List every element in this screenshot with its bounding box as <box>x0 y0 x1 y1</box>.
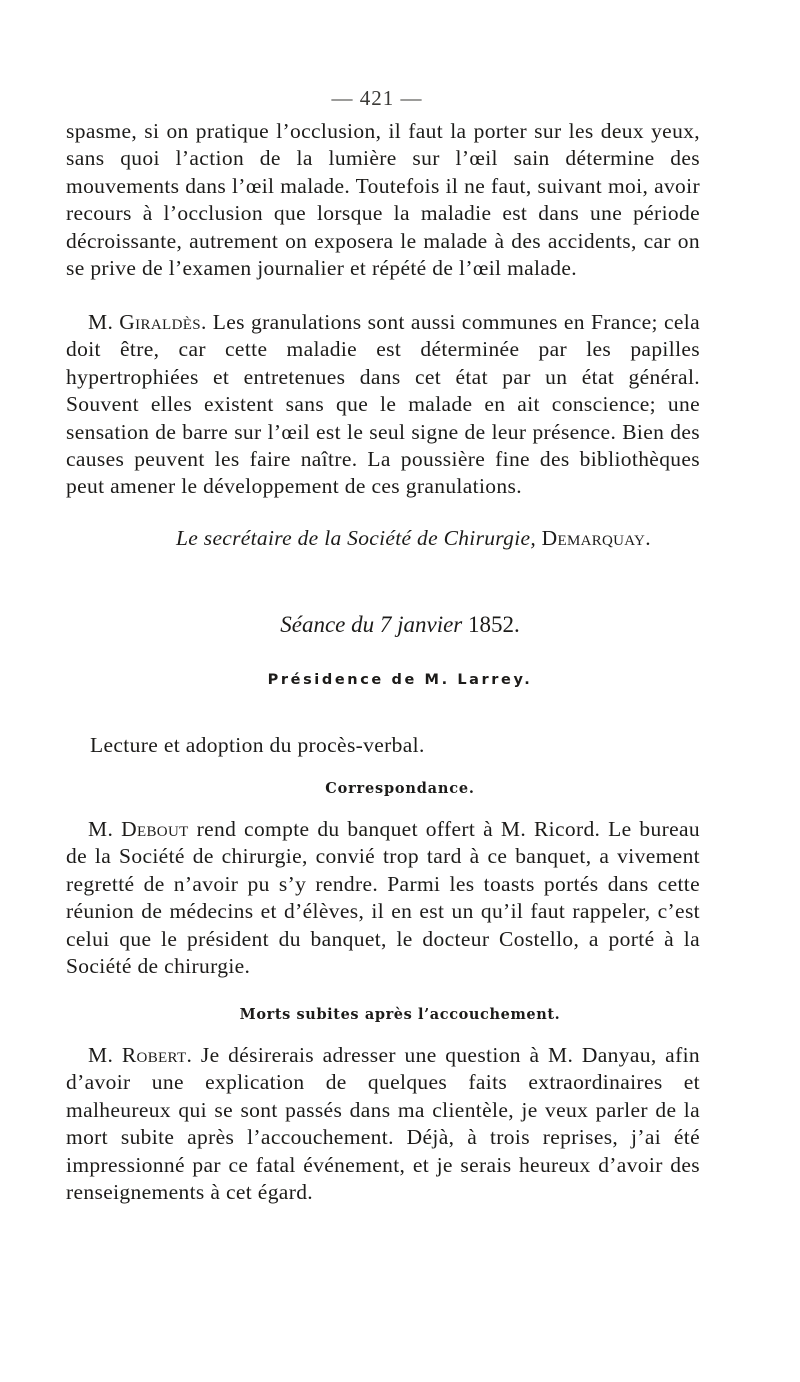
paragraph-debout <box>66 816 700 980</box>
secretary-signature <box>176 526 716 551</box>
seance-title <box>0 612 800 638</box>
morts-subites-heading: Morts subites après l’accouchement. <box>239 1006 561 1023</box>
signature-role: Le secrétaire de la Société de Chirurgie, <box>176 526 536 550</box>
paragraph-debout-text: rend compte du banquet offert à M. Ricord. Le bureau de la Société de chirurgie, convié trop tard à ce banquet, a vivement regretté de n’avoir pu s’y rendre. Parmi les toasts portés dans cette réunion de médecins et d’élèves, il en est un qu’il faut rappeler, c’est celui que le président du banquet, le docteur Costello, a porté à la Société de chirurgie. <box>66 817 701 979</box>
paragraph-robert-text: Je désirerais adresser une question à M. Danyau, afin d’avoir une explication de quelques faits extraordinaires et malheureux qui se sont passés dans ma clientèle, je veux parler de la mort subite après l’accouchement. Déjà, à trois reprises, j’ai été impressionné par ce fatal événement, et je serais heureux d’avoir des renseignements à cet égard. <box>66 1043 700 1205</box>
paragraph-giraldes-text: Les granulations sont aussi communes en France; cela doit être, car cette maladie est déterminée par les papilles hypertrophiées et entretenues dans cet état par un état général. Souvent elles existent sans que le malade en ait conscience; une sensation de barre sur l’œil est le seul signe de leur présence. Bien des causes peuvent les faire naître. La poussière fine des bibliothèques peut amener le développement de ces granulations. <box>66 310 700 499</box>
speaker-debout: M. Debout <box>88 817 189 841</box>
paragraph-giraldes <box>66 309 700 501</box>
presidence-heading: Présidence de M. Larrey. <box>267 672 533 688</box>
speaker-robert: M. Robert. <box>88 1043 193 1067</box>
lecture-line: Lecture et adoption du procès-verbal. <box>90 733 425 757</box>
page-number: — 421 — <box>331 86 423 110</box>
seance-year: 1852. <box>462 612 520 637</box>
signature-name: Demarquay. <box>536 526 651 550</box>
correspondance-heading: Correspondance. <box>325 780 475 797</box>
seance-label: Séance du 7 janvier <box>280 612 463 637</box>
paragraph-occlusion: spasme, si on pratique l’occlusion, il faut la porter sur les deux yeux, sans quoi l’action de la lumière sur l’œil sain détermine des mouvements dans l’œil malade. Toutefois il ne faut, suivant moi, avoir recours à l’occlusion que lorsque la maladie est dans une période décroissante, autrement on exposera le malade à des accidents, car on se prive de l’examen journalier et répété de l’œil malade. <box>66 119 700 281</box>
paragraph-robert <box>66 1042 700 1206</box>
speaker-giraldes: M. Giraldès. <box>88 310 207 334</box>
